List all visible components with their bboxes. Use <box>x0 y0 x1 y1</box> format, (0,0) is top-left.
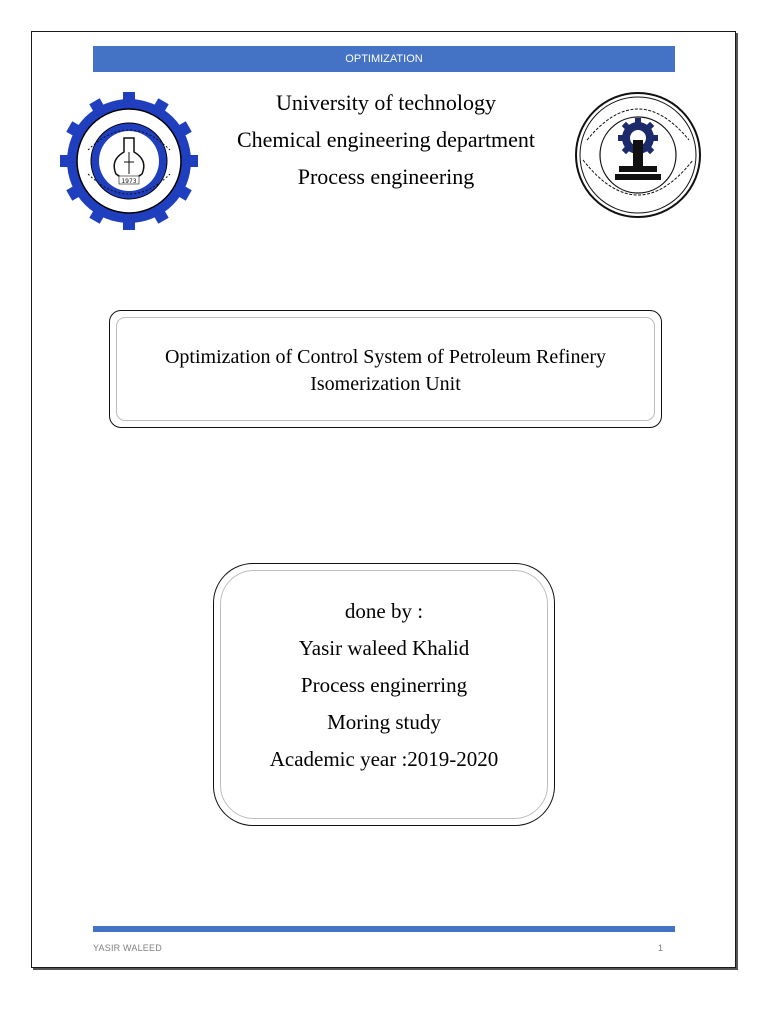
page-number: 1 <box>658 943 664 953</box>
study-type: Moring study <box>327 710 441 734</box>
chemical-engineering-seal-icon <box>58 90 200 232</box>
author-name: Yasir waleed Khalid <box>298 636 470 660</box>
thesis-title-line2: Isomerization Unit <box>310 373 461 395</box>
branch-name: Process engineering <box>297 164 475 189</box>
author-info-box <box>213 563 555 826</box>
department-name: Chemical engineering department <box>236 127 536 152</box>
thesis-title-box <box>109 310 662 428</box>
university-of-technology-seal-icon <box>571 90 705 220</box>
header-bar: OPTIMIZATION <box>93 46 675 72</box>
seal-year: 1973 <box>121 178 137 185</box>
thesis-title <box>110 344 661 398</box>
author-department: Process enginerring <box>300 673 468 697</box>
footer-bar <box>93 926 675 932</box>
academic-year: Academic year :2019-2020 <box>269 747 499 771</box>
institution-heading <box>200 88 572 199</box>
footer-author: YASIR WALEED <box>93 943 162 953</box>
university-name: University of technology <box>276 90 496 115</box>
thesis-title-line1: Optimization of Control System of Petroleum Refinery <box>164 346 607 368</box>
author-info <box>214 596 554 781</box>
done-by-label: done by : <box>344 599 424 623</box>
